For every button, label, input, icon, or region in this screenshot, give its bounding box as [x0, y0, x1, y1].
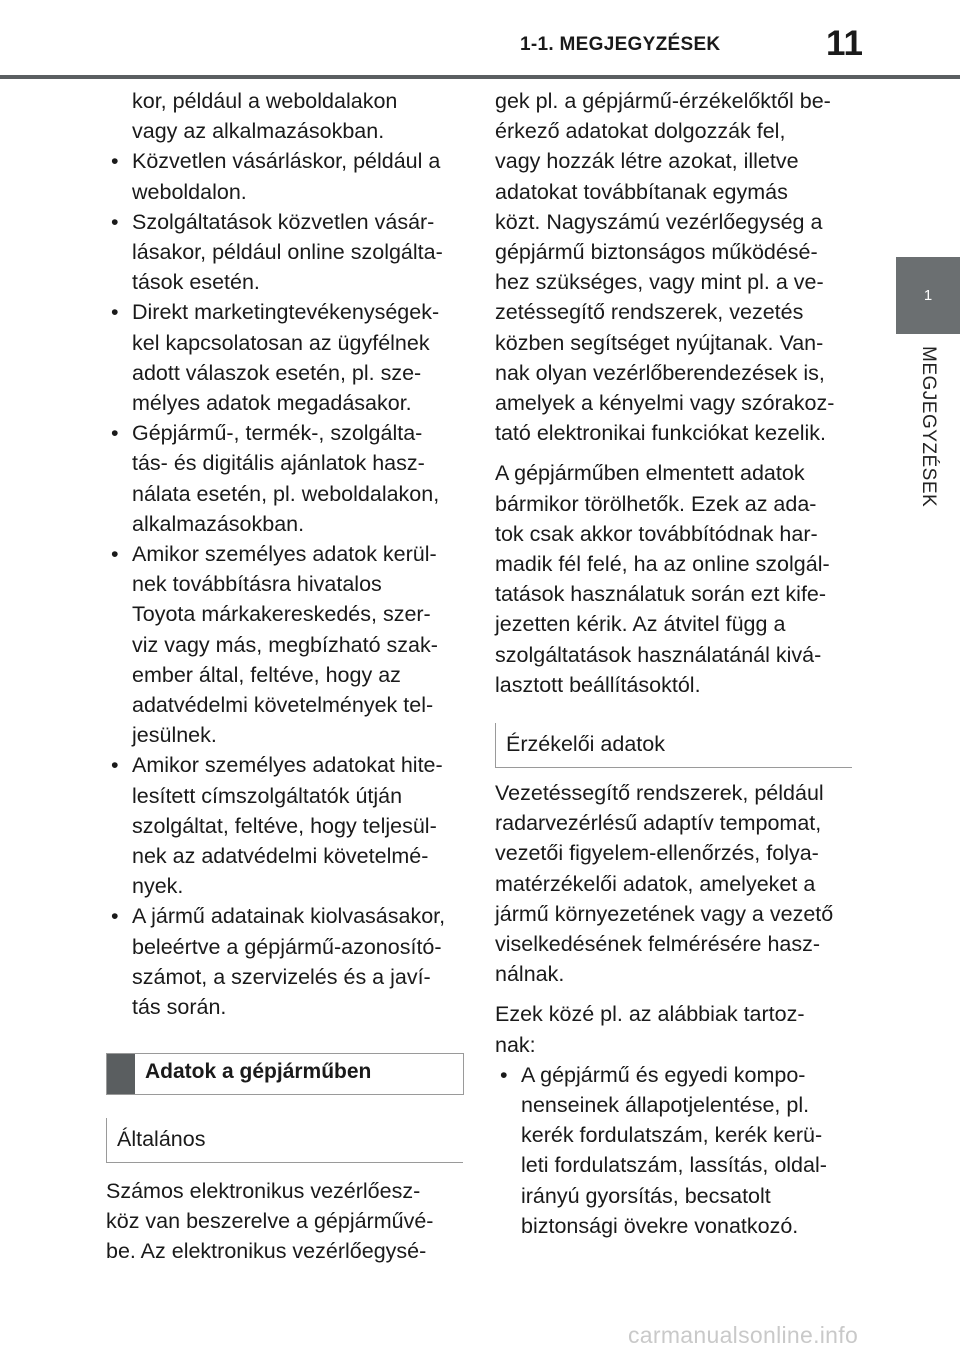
heading-bar [107, 1054, 135, 1094]
paragraph: A gépjárműben elmentett adatok bármikor törölhetők. Ezek az ada- tok csak akkor továbbítódnak har- madik fél felé, ha az online szolgál- tatások használatuk során ezt kife- jezetten kérik. Az átvitel függ a szolgáltatások használatánál kivá- lasztott beállításoktól. [495, 461, 830, 697]
left-bullet-list [106, 146, 466, 1022]
page-header [0, 0, 960, 80]
watermark: carmanualsonline.info [628, 1322, 859, 1348]
text-line: köz van beszerelve a gépjárművé- [106, 1209, 434, 1234]
left-paragraph [106, 1176, 466, 1267]
text-line: Számos elektronikus vezérlőesz- [106, 1179, 421, 1203]
paragraph: gek pl. a gépjármű-érzékelőktől be- érkező adatokat dolgozzák fel, vagy hozzák létre azokat, illetve adatokat továbbítanak egymás közt. Nagyszámú vezérlőegység a gépjármű biztonságos működésé- hez szükséges, vagy mint pl. a ve- zetéssegítő rendszerek, vezetés közben segítséget nyújtanak. Van- nak olyan vezérlőberendezések is, amelyek a kényelmi vagy szórakoz- tató elektronikai funkciókat kezelik. [495, 89, 835, 446]
header-rule [0, 75, 960, 79]
right-bullet-list [495, 1060, 855, 1241]
page-number: 11 [826, 24, 863, 63]
list-item: • Amikor személyes adatokat hite- lesített címszolgáltatók útján szolgáltat, feltéve, hogy teljesül- nek az adatvédelmi követelmé- nyek. [106, 750, 466, 901]
list-item: • Közvetlen vásárláskor, például a weboldalon. [106, 146, 466, 206]
right-lower-text [495, 778, 855, 1241]
list-item: • Direkt marketingtevékenységek- kel kapcsolatosan az ügyfélnek adott válaszok esetén, pl. sze- mélyes adatok megadásakor. [106, 297, 466, 418]
text-line: kor, például a weboldalakon [132, 89, 398, 113]
chapter-label: MEGJEGYZÉSEK [918, 346, 939, 508]
section-title: 1-1. MEGJEGYZÉSEK [520, 34, 721, 55]
chapter-tab: 1 [896, 257, 960, 334]
continuation-text [106, 86, 466, 146]
paragraph: Vezetéssegítő rendszerek, például radarvezérlésű adaptív tempomat, vezetői figyelem-ellenőrzés, folya- matérzékelői adatok, amelyeket a jármű környezetének vagy a vezető viselkedésének felmérésére hasz- nálnak. [495, 781, 834, 987]
list-item: • Gépjármű-, termék-, szolgálta- tás- és digitális ajánlatok hasz- nálata esetén, pl. weboldalakon, alkalmazásokban. [106, 418, 466, 539]
text-line: be. Az elektronikus vezérlőegysé- [106, 1239, 427, 1264]
subheading-sensor-data: Érzékelői adatok [495, 723, 852, 768]
list-item: • Amikor személyes adatok kerül- nek továbbításra hivatalos Toyota márkakereskedés, szer- viz vagy más, megbízható szak- ember által, feltéve, hogy az adatvédelmi követelmények tel- jesülnek. [106, 539, 466, 750]
left-column [106, 86, 466, 1022]
list-item: • A gépjármű és egyedi kompo- nenseinek állapotjelentése, pl. kerék fordulatszám, kerék kerü- leti fordulatszám, lassítás, oldal- irányú gyorsítás, becsatolt biztonsági övekre vonatkozó. [495, 1060, 855, 1241]
subheading-general: Általános [106, 1118, 463, 1163]
list-item: • Szolgáltatások közvetlen vásár- lásakor, például online szolgálta- tások esetén. [106, 207, 466, 298]
section-heading-text: Adatok a gépjárműben [145, 1060, 372, 1083]
right-column [495, 86, 860, 710]
text-line: vagy az alkalmazásokban. [132, 119, 385, 144]
list-item: • A jármű adatainak kiolvasásakor, beleértve a gépjármű-azonosító- számot, a szervizelés és a javí- tás során. [106, 901, 466, 1022]
paragraph: Ezek közé pl. az alábbiak tartoz- nak: [495, 1002, 805, 1057]
section-heading [106, 1053, 464, 1095]
